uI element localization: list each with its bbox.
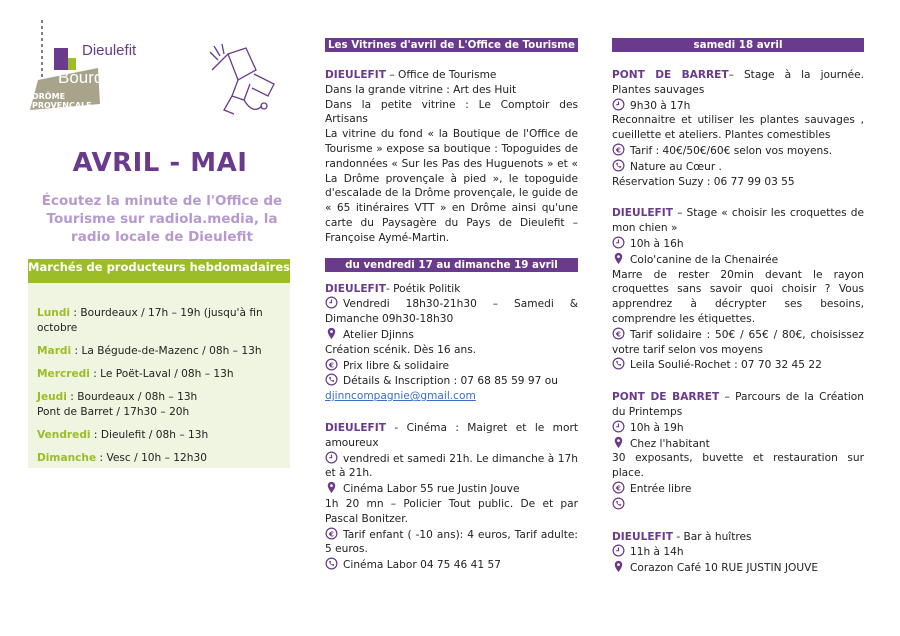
phone-icon: [612, 159, 625, 172]
event-cinema: [325, 421, 578, 573]
market-day: Jeudi: [37, 391, 67, 403]
clock-icon: [612, 98, 625, 111]
clock-icon: [612, 544, 625, 557]
event-contact: Détails & Inscription : 07 68 85 59 97 ou: [343, 375, 558, 388]
clock-icon: [325, 451, 338, 464]
event-town: DIEULEFIT: [325, 282, 386, 295]
event-price: Entrée libre: [630, 482, 692, 495]
event-title: – Stage à la journée. Plantes sauvages: [612, 69, 864, 96]
event-desc: Création scénik. Dès 16 ans.: [325, 343, 477, 356]
event-desc: Reconnaitre et utiliser les plantes sauvages , cueillette et ateliers. Plantes comestibles: [612, 114, 864, 142]
event-title: – Stage « choisir les croquettes de mon chien »: [612, 207, 864, 235]
event-title: - Poétik Politik: [385, 282, 461, 295]
event-reservation: Réservation Suzy : 06 77 99 03 55: [612, 175, 795, 188]
euro-icon: [612, 143, 625, 156]
event-place: Corazon Café 10 RUE JUSTIN JOUVE: [630, 562, 819, 575]
market-day: Lundi: [37, 307, 71, 319]
event-town: DIEULEFIT: [325, 69, 386, 81]
logo: [28, 18, 168, 113]
event-title: - Cinéma : Maigret et le mort amoureux: [325, 421, 578, 449]
event-town: DIEULEFIT: [612, 530, 673, 543]
event-time: 10h à 19h: [630, 421, 684, 434]
clock-icon: [325, 296, 338, 309]
clock-icon: [612, 236, 625, 249]
market-text-2: Pont de Barret / 17h30 – 20h: [37, 406, 190, 418]
page-title: AVRIL - MAI: [72, 148, 248, 178]
event-time: 9h30 à 17h: [630, 99, 691, 112]
event-price: Tarif solidaire : 50€ / 65€ / 80€, choisissez votre tarif selon vos moyens: [612, 328, 864, 356]
section-bar-dates: du vendredi 17 au dimanche 19 avril: [325, 258, 578, 272]
market-text: : La Bégude-de-Mazenc / 08h – 13h: [71, 345, 262, 357]
event-contact: Leila Soulié-Rochet : 07 70 32 45 22: [630, 359, 822, 372]
event-title: – Office de Tourisme: [385, 69, 497, 81]
phone-icon: [325, 557, 338, 570]
market-day: Mercredi: [37, 368, 90, 380]
column-2: [325, 38, 578, 573]
market-text: : Bourdeaux / 17h – 19h (jusqu'à fin octobre: [37, 307, 263, 334]
logo-text-drome: DRÔME PROVENÇALE: [32, 92, 92, 110]
vitrine-line-2: Dans la petite vitrine : Le Comptoir des Artisans: [325, 98, 578, 126]
event-vitrines: [325, 68, 578, 246]
event-desc: 30 exposants, buvette et restauration sur place.: [612, 452, 864, 480]
market-text: : Dieulefit / 08h – 13h: [90, 429, 209, 441]
event-price: Tarif : 40€/50€/60€ selon vos moyens.: [630, 144, 833, 157]
event-poetik: [325, 282, 578, 404]
euro-icon: [612, 481, 625, 494]
vitrine-line-3: La vitrine du fond « la Boutique de l'Office de Tourisme » expose sa boutique : Topoguides de randonnées « Sur les Pas des Huguenots » et « La Drôme provençale à pied », le topoguide d'escalade de la Drôme provençale, le guide de « 65 itinéraires VTT » en Drôme ainsi qu'une carte du Paysagère du Pays de Dieulefit – Françoise Aymé-Martin.: [325, 128, 578, 244]
market-day: Vendredi: [37, 429, 91, 441]
section-bar-vitrines: Les Vitrines d'avril de L'Office de Tourisme: [325, 38, 578, 52]
event-price: Prix libre & solidaire: [343, 359, 450, 372]
event-place: Atelier Djinns: [343, 328, 414, 341]
event-town: DIEULEFIT: [612, 207, 673, 220]
markets-heading-text: Marchés de producteurs hebdomadaires: [28, 260, 290, 274]
market-text: : Le Poët-Laval / 08h – 13h: [89, 368, 234, 380]
phone-icon: [325, 373, 338, 386]
event-desc: 1h 20 mn – Policier Tout public. De et par Pascal Bonitzer.: [325, 497, 578, 525]
market-item-mardi: [37, 344, 285, 359]
event-town: DIEULEFIT: [325, 421, 386, 434]
phone-icon: [612, 357, 625, 370]
euro-icon: [325, 358, 338, 371]
market-item-mercredi: [37, 367, 285, 382]
town-crier-bell-illustration: [198, 40, 284, 126]
event-town: PONT DE BARRET: [612, 69, 729, 81]
event-title: - Bar à huîtres: [672, 530, 752, 543]
market-day: Dimanche: [37, 452, 97, 464]
location-pin-icon: [612, 560, 625, 573]
event-plantes: [612, 68, 864, 189]
market-item-vendredi: [37, 428, 285, 443]
event-time: 10h à 16h: [630, 237, 684, 250]
markets-list: [37, 306, 285, 474]
event-town: PONT DE BARRET: [612, 391, 720, 404]
event-contact: Nature au Cœur .: [630, 160, 722, 173]
logo-text-bourdeaux: Bourdeaux: [58, 68, 141, 87]
event-huitres: [612, 530, 864, 576]
market-text: : Vesc / 10h – 12h30: [96, 452, 207, 464]
event-contact: Cinéma Labor 04 75 46 41 57: [343, 559, 501, 572]
event-place: Colo'canine de la Chenairée: [630, 253, 779, 266]
location-pin-icon: [325, 481, 338, 494]
location-pin-icon: [325, 327, 338, 340]
logo-text-dieulefit: Dieulefit: [82, 42, 137, 59]
market-item-dimanche: [37, 451, 285, 466]
vitrine-line-1: Dans la grande vitrine : Art des Huit: [325, 83, 517, 96]
event-time: Vendredi 18h30-21h30 – Samedi & Dimanche 09h30-18h30: [325, 298, 578, 326]
market-text: : Bourdeaux / 08h – 13h: [66, 391, 198, 403]
euro-icon: [612, 327, 625, 340]
event-time: vendredi et samedi 21h. Le dimanche à 17h et à 21h.: [325, 452, 578, 480]
euro-icon: [325, 527, 338, 540]
event-price: Tarif enfant ( -10 ans): 4 euros, Tarif adulte: 5 euros.: [325, 528, 578, 556]
event-place: Chez l'habitant: [630, 437, 710, 450]
email-link[interactable]: djinncompagnie@gmail.com: [325, 390, 476, 403]
market-day: Mardi: [37, 345, 72, 357]
market-item-lundi: [37, 306, 285, 336]
event-chien: [612, 206, 864, 373]
clock-icon: [612, 420, 625, 433]
markets-heading: [28, 259, 290, 283]
event-parcours: [612, 390, 864, 512]
column-3: [612, 38, 864, 576]
location-pin-icon: [612, 436, 625, 449]
section-bar-samedi: samedi 18 avril: [612, 38, 864, 52]
market-item-jeudi: [37, 390, 285, 420]
event-title: – Parcours de la Création du Printemps: [612, 391, 864, 418]
event-place: Cinéma Labor 55 rue Justin Jouve: [343, 483, 520, 496]
phone-icon: [612, 497, 625, 510]
location-pin-icon: [612, 252, 625, 265]
event-desc: Marre de rester 20min devant le rayon croquettes sans savoir quoi choisir ? Vous apprendrez à décrypter ses besoins, comprendre les étiquettes.: [612, 268, 864, 325]
event-time: 11h à 14h: [630, 546, 684, 559]
radio-intro: Écoutez la minute de l'Office de Tourisme sur radiola.media, la radio locale de Dieulefit: [41, 193, 283, 245]
